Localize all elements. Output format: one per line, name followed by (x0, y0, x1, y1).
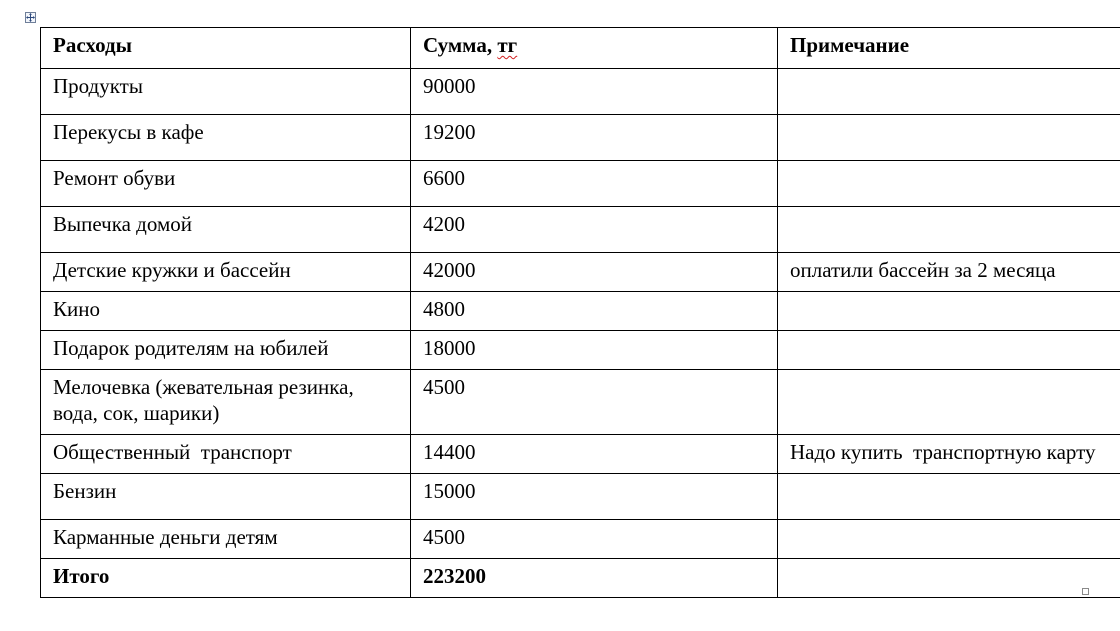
note-cell[interactable] (778, 292, 1120, 331)
expense-cell[interactable]: Бензин (41, 474, 411, 520)
expenses-table (40, 27, 1120, 598)
amount-cell[interactable]: 4500 (411, 370, 778, 435)
table-row (41, 520, 1120, 559)
table-row (41, 69, 1120, 115)
note-cell[interactable]: оплатили бассейн за 2 месяца (778, 253, 1120, 292)
expense-cell[interactable]: Карманные деньги детям (41, 520, 411, 559)
header-amount-unit: тг (497, 33, 518, 57)
amount-cell[interactable]: 4500 (411, 520, 778, 559)
table-row (41, 115, 1120, 161)
header-cell-expense[interactable]: Расходы (41, 28, 411, 69)
table-header-row (41, 28, 1120, 69)
move-arrows-icon (26, 13, 35, 22)
expense-cell[interactable]: Продукты (41, 69, 411, 115)
expense-cell[interactable]: Детские кружки и бассейн (41, 253, 411, 292)
expense-cell[interactable]: Кино (41, 292, 411, 331)
expense-cell[interactable]: Общественный транспорт (41, 435, 411, 474)
table-row (41, 435, 1120, 474)
amount-cell[interactable]: 4800 (411, 292, 778, 331)
table-row (41, 161, 1120, 207)
total-note-cell[interactable] (778, 559, 1120, 598)
amount-cell[interactable]: 90000 (411, 69, 778, 115)
amount-cell[interactable]: 18000 (411, 331, 778, 370)
note-cell[interactable] (778, 520, 1120, 559)
amount-cell[interactable]: 6600 (411, 161, 778, 207)
table-row (41, 474, 1120, 520)
expense-cell[interactable]: Мелочевка (жевательная резинка, вода, сок, шарики) (41, 370, 411, 435)
amount-cell[interactable]: 14400 (411, 435, 778, 474)
total-label-cell[interactable]: Итого (41, 559, 411, 598)
amount-cell[interactable]: 4200 (411, 207, 778, 253)
note-cell[interactable] (778, 331, 1120, 370)
table-move-handle[interactable] (25, 12, 36, 23)
note-cell[interactable] (778, 115, 1120, 161)
header-cell-amount[interactable] (411, 28, 778, 69)
expense-cell[interactable]: Подарок родителям на юбилей (41, 331, 411, 370)
note-cell[interactable] (778, 161, 1120, 207)
amount-cell[interactable]: 19200 (411, 115, 778, 161)
note-cell[interactable] (778, 69, 1120, 115)
table-row (41, 292, 1120, 331)
total-amount-cell[interactable]: 223200 (411, 559, 778, 598)
note-cell[interactable] (778, 474, 1120, 520)
table-row (41, 331, 1120, 370)
table-resize-handle[interactable] (1082, 588, 1089, 595)
header-cell-note[interactable]: Примечание (778, 28, 1120, 69)
header-amount-label: Сумма, (423, 33, 498, 57)
table-row (41, 370, 1120, 435)
amount-cell[interactable]: 42000 (411, 253, 778, 292)
table-row (41, 253, 1120, 292)
total-row (41, 559, 1120, 598)
expense-cell[interactable]: Выпечка домой (41, 207, 411, 253)
note-cell[interactable] (778, 370, 1120, 435)
table-row (41, 207, 1120, 253)
expense-cell[interactable]: Перекусы в кафе (41, 115, 411, 161)
amount-cell[interactable]: 15000 (411, 474, 778, 520)
note-cell[interactable]: Надо купить транспортную карту (778, 435, 1120, 474)
note-cell[interactable] (778, 207, 1120, 253)
expense-cell[interactable]: Ремонт обуви (41, 161, 411, 207)
